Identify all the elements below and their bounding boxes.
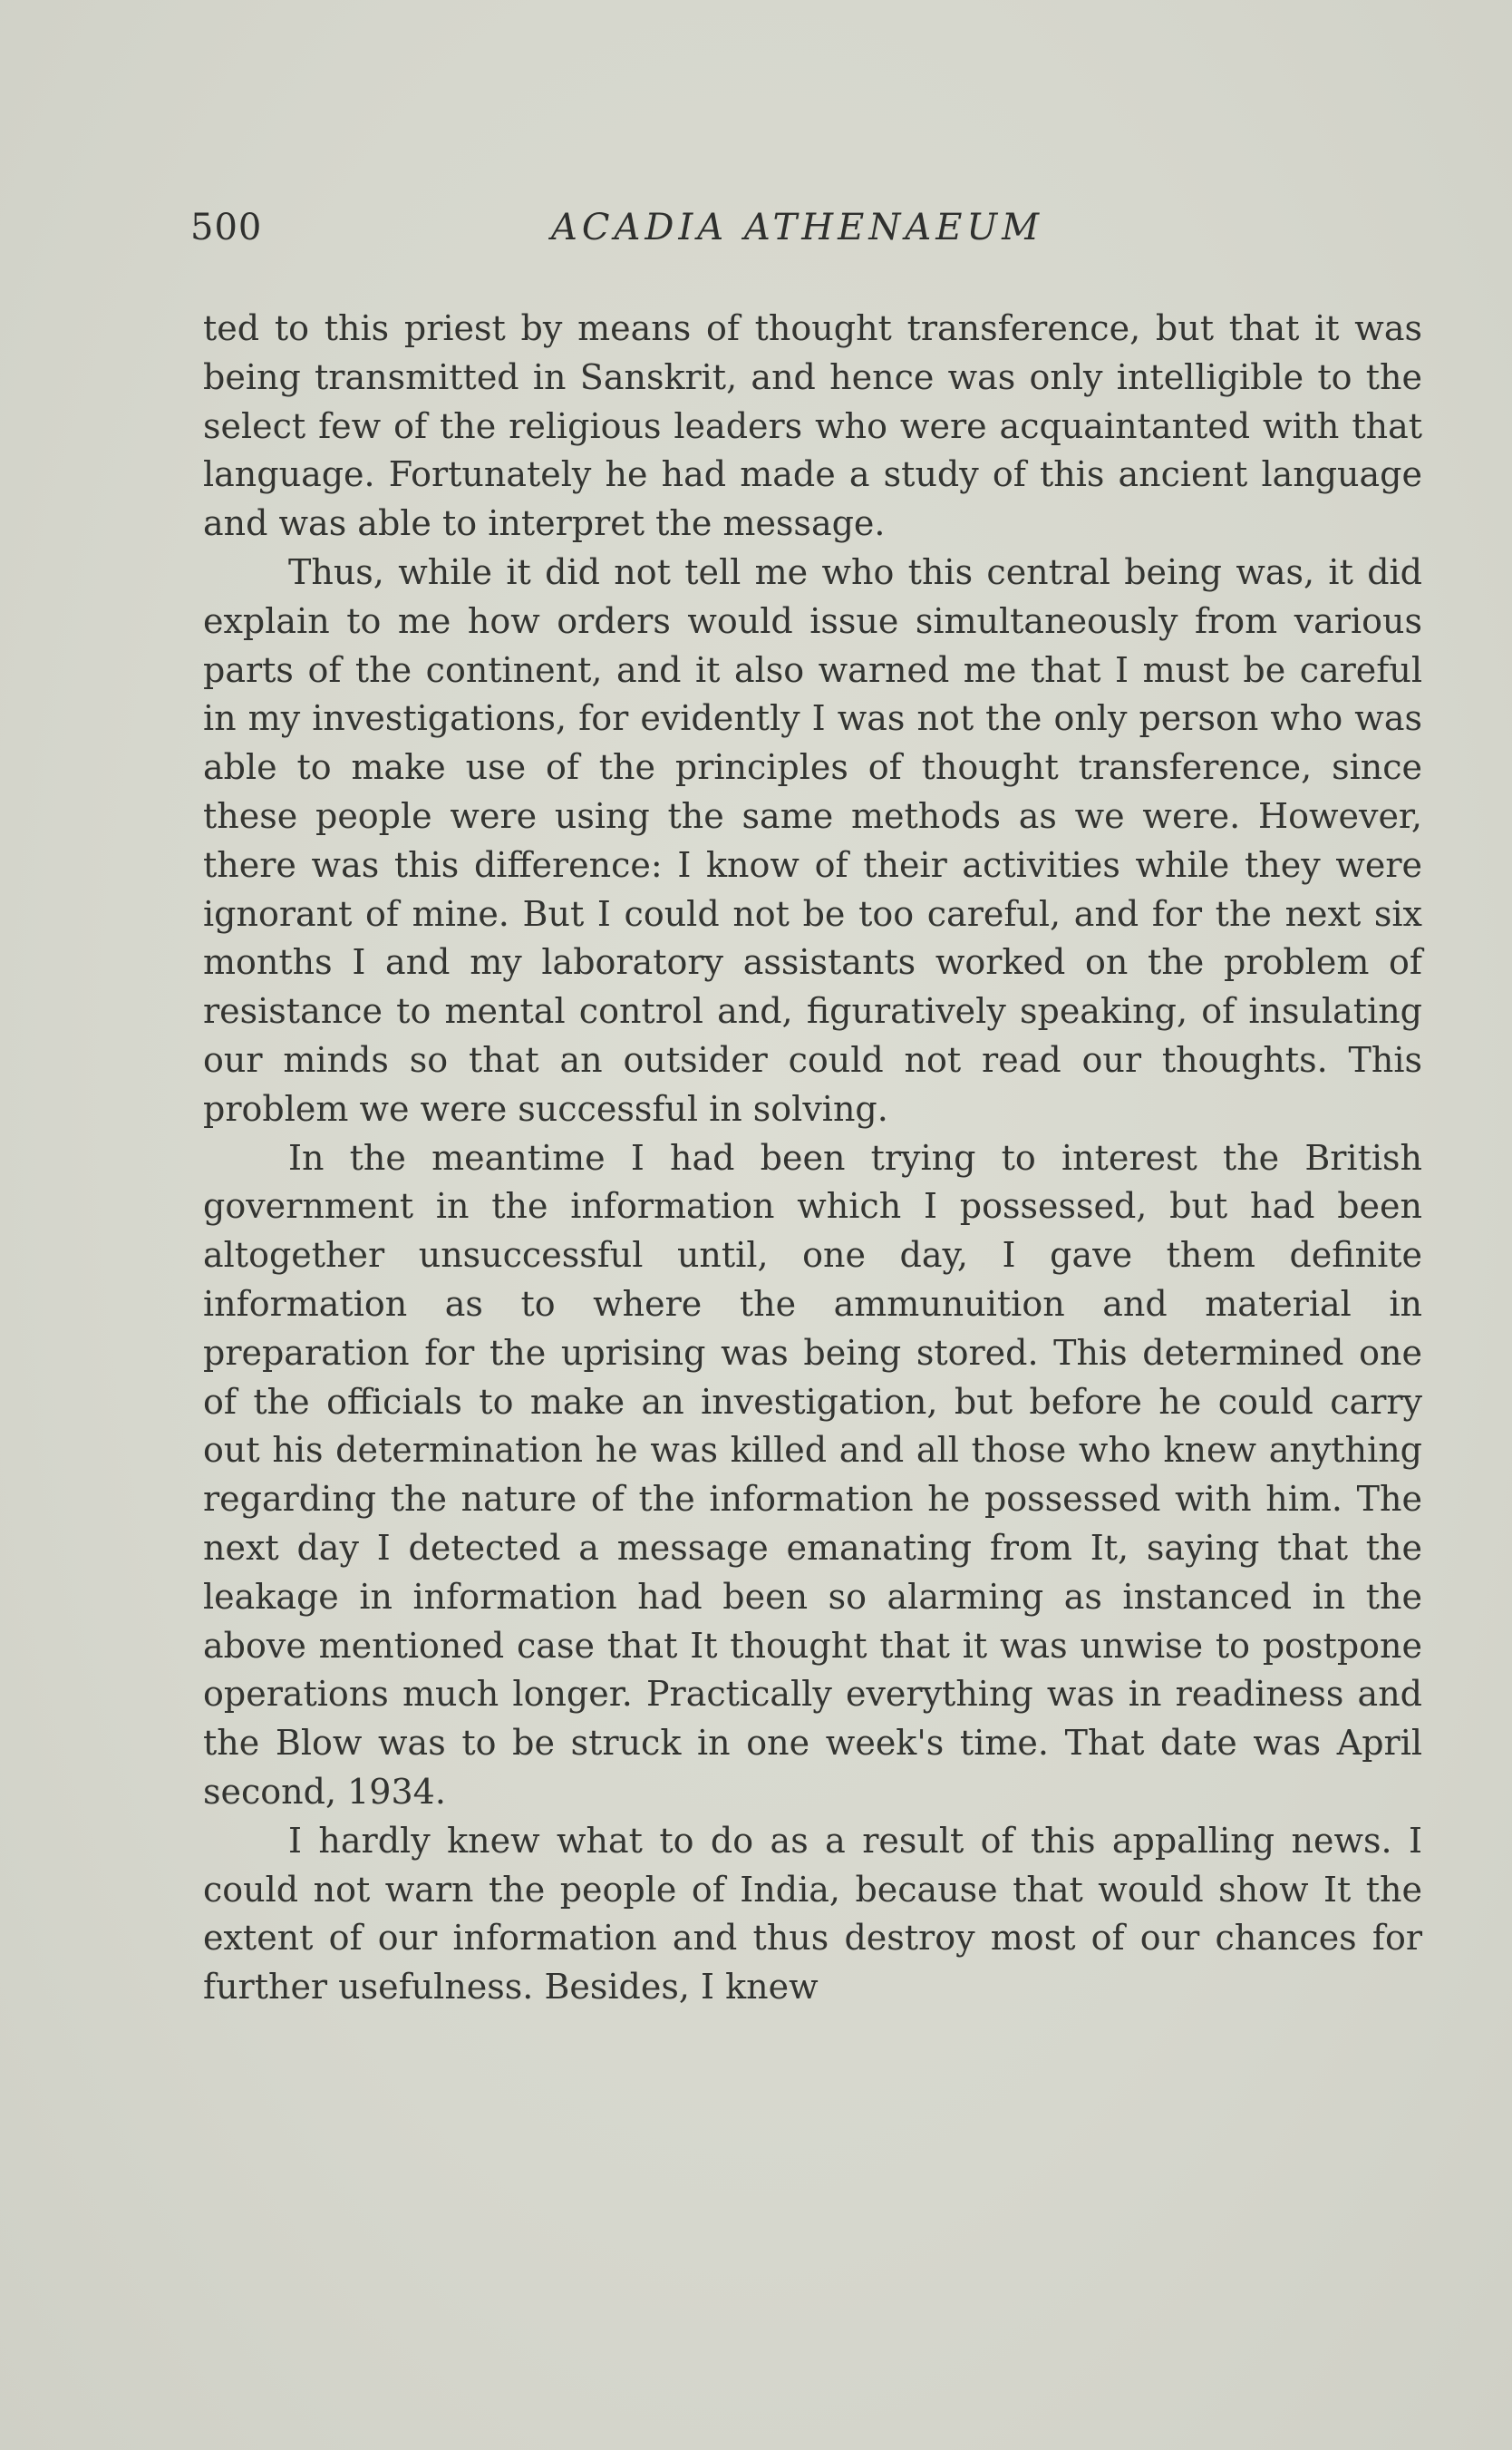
paragraph: ted to this priest by means of thought transference, but that it was being transmitted in Sanskrit, and hence was only intelligible to the select few of the religious leaders who were acquaintanted with that language. Fortunately he had made a study of this ancient language and was able to interpret the message. [203, 308, 1422, 544]
paragraph: In the meantime I had been trying to interest the British government in the information which I possessed, but had been altogether unsuccessful until, one day, I gave them definite information as to where the ammunuition and material in preparation for the uprising was being stored. This determined one of the officials to make an investigation, but before he could carry out his determination he was killed and all those who knew anything regarding the nature of the information he possessed with him. The next day I detected a message emanating from It, saying that the leakage in information had been so alarming as instanced in the above mentioned case that It thought that it was unwise to postpone operations much longer. Practically everything was in readiness and the Blow was to be struck in one week's time. That date was April second, 1934. [203, 1137, 1422, 1812]
page-number: 500 [190, 207, 263, 248]
body-text [203, 305, 1422, 2012]
paragraph: Thus, while it did not tell me who this central being was, it did explain to me how orders would issue simultaneously from various parts of the continent, and it also warned me that I must be careful in my investigations, for evidently I was not the only person who was able to make use of the principles of thought transference, since these people were using the same methods as we were. However, there was this difference: I know of their activities while they were ignorant of mine. But I could not be too careful, and for the next six months I and my laboratory assistants worked on the problem of resistance to mental control and, figuratively speaking, of insulating our minds so that an outsider could not read our thoughts. This problem we were successful in solving. [203, 551, 1422, 1129]
running-title: ACADIA ATHENAEUM [551, 207, 1044, 248]
page-header [190, 207, 1097, 261]
paragraph: I hardly knew what to do as a result of this appalling news. I could not warn the people of India, because that would show It the extent of our information and thus destroy most of our chances for further usefulness. Besides, I knew [203, 1820, 1422, 2008]
